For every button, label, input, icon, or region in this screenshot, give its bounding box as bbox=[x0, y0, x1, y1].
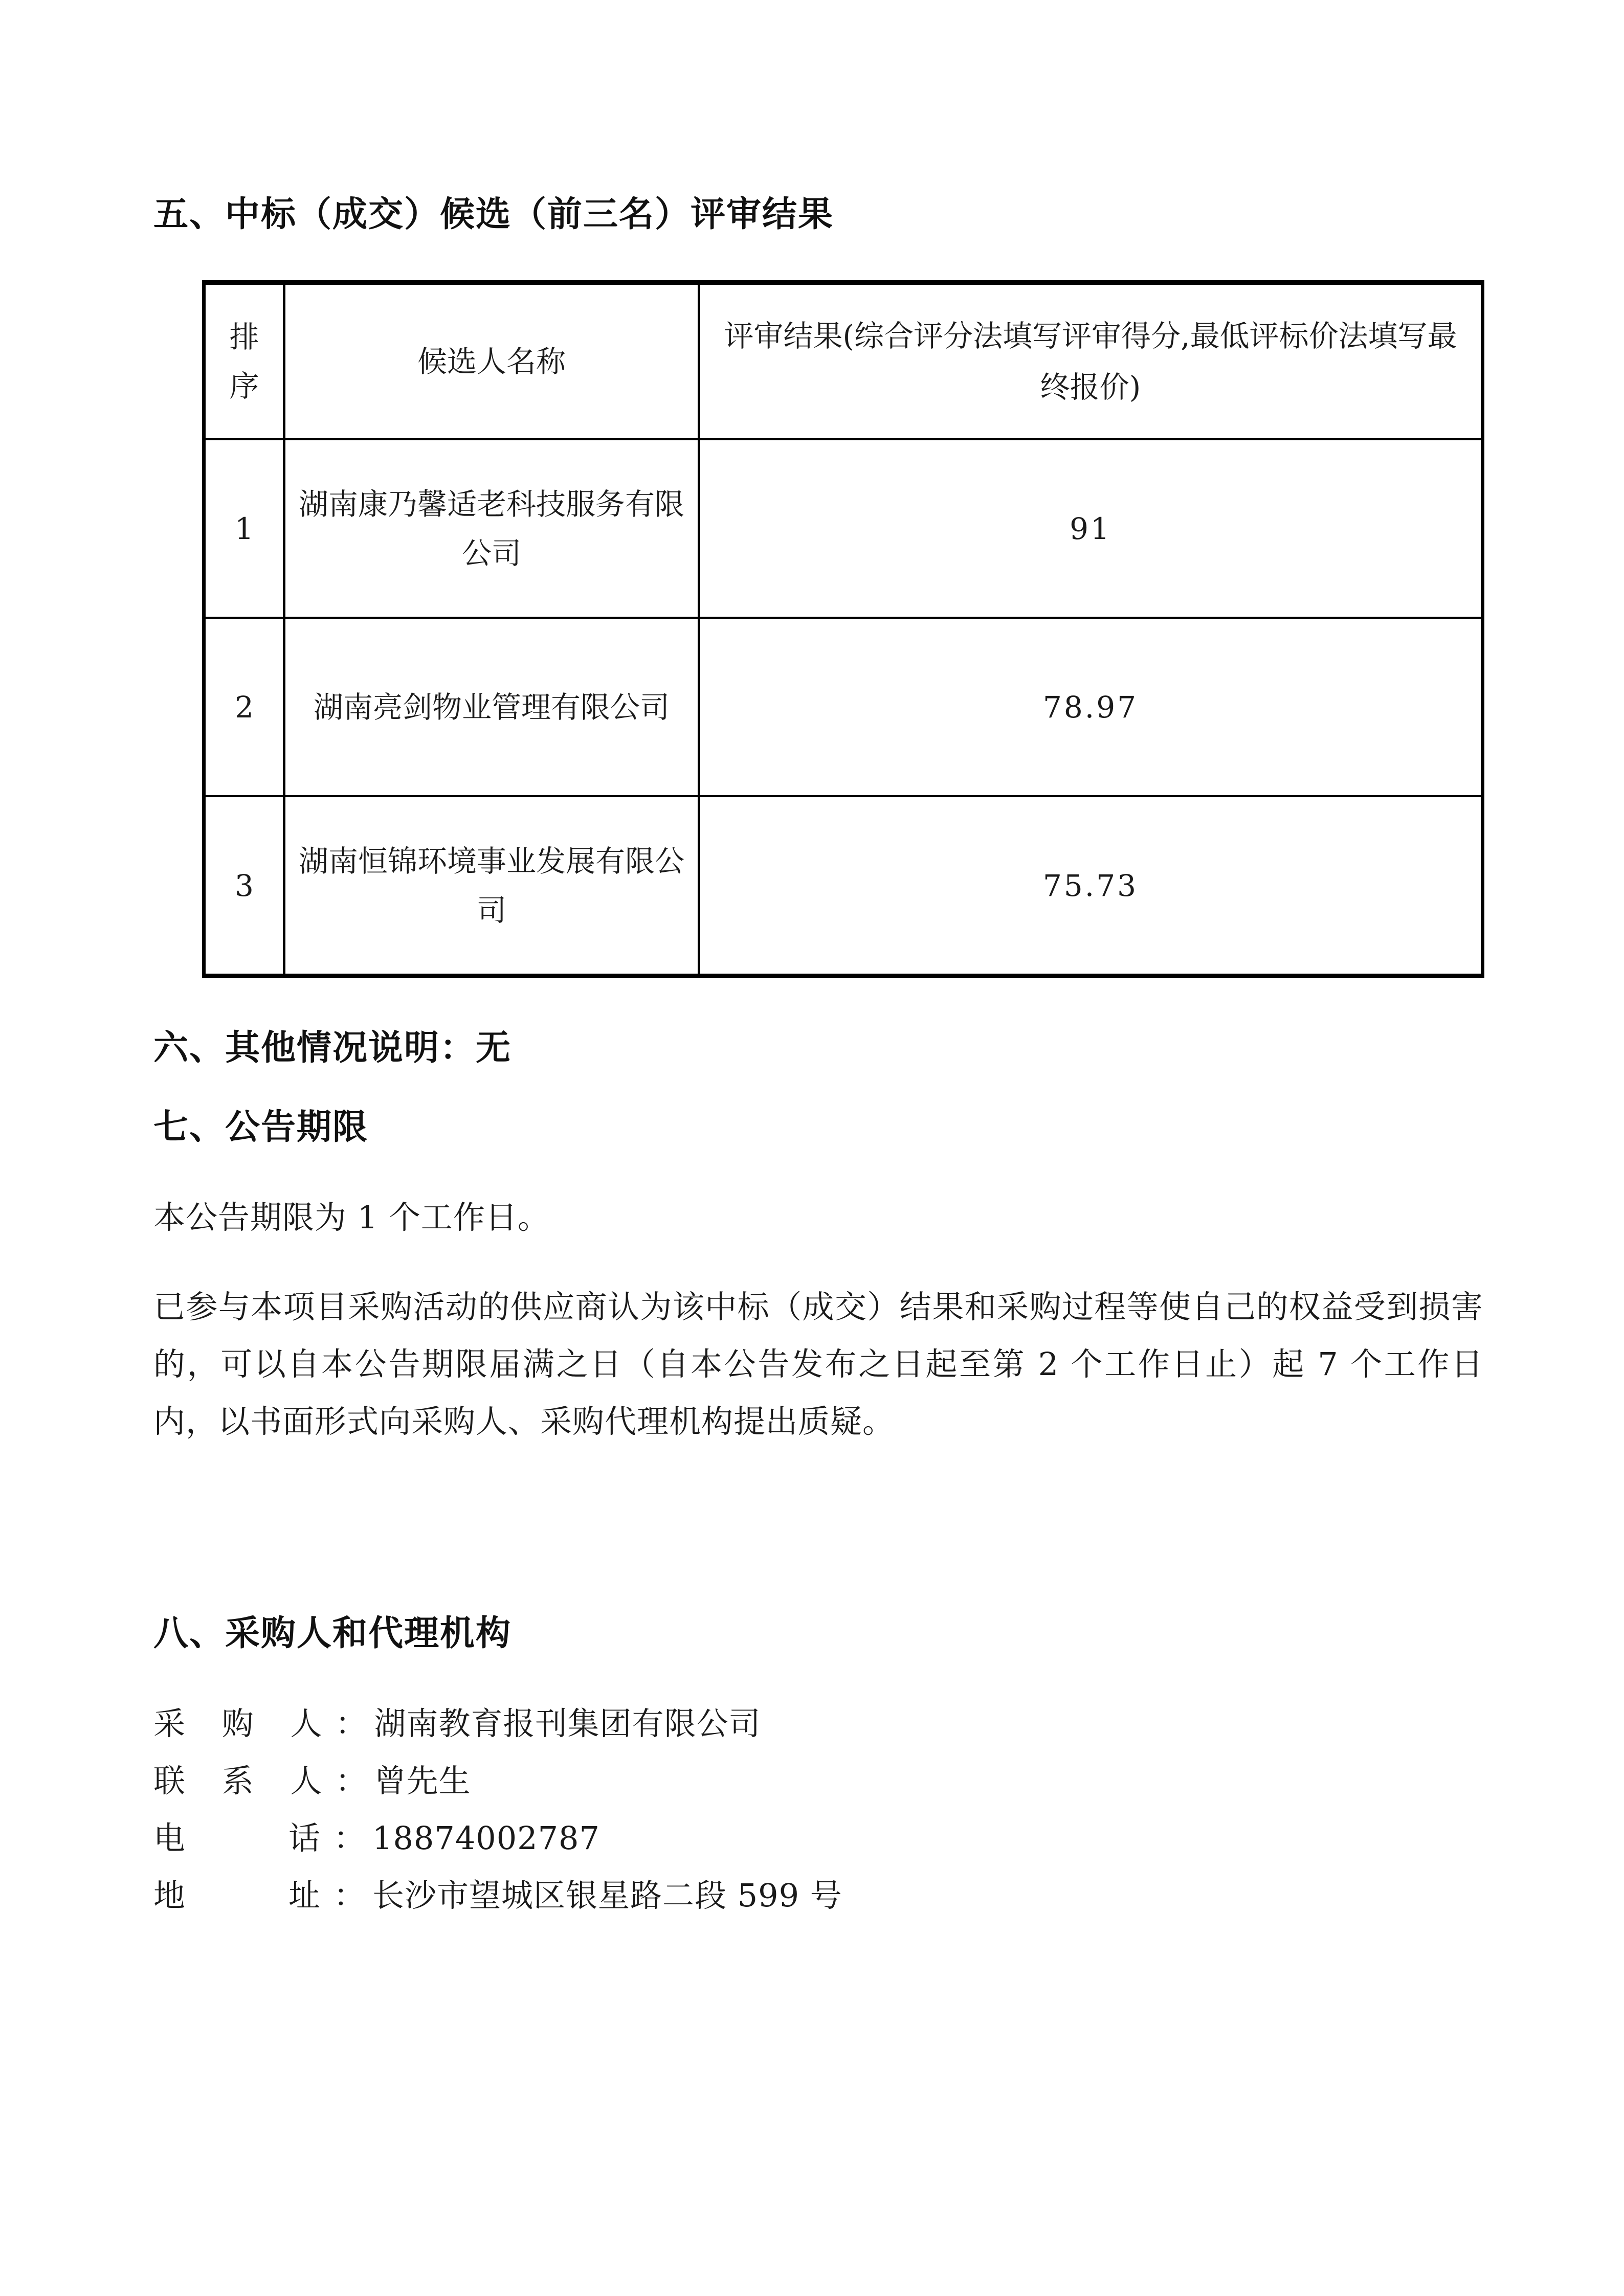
contact-label-purchaser: 采 购 人 bbox=[153, 1705, 336, 1742]
column-header-candidate-name: 候选人名称 bbox=[284, 283, 699, 440]
contact-label-address: 地 址 bbox=[153, 1877, 334, 1914]
evaluation-results-table bbox=[202, 280, 1484, 978]
section-heading-purchaser: 八、采购人和代理机构 bbox=[153, 1613, 512, 1654]
column-header-rank bbox=[204, 283, 284, 440]
contact-row-address bbox=[153, 1867, 1483, 1924]
contact-colon-address: ： bbox=[333, 1877, 366, 1914]
cell-rank: 2 bbox=[204, 618, 284, 796]
notice-period-paragraph-1: 本公告期限为 1 个工作日。 bbox=[153, 1199, 550, 1236]
cell-score: 78.97 bbox=[699, 618, 1483, 796]
section-heading-results: 五、中标（成交）候选（前三名）评审结果 bbox=[153, 194, 834, 235]
contact-colon-phone: ： bbox=[333, 1819, 366, 1857]
column-header-rank-line2: 序 bbox=[229, 369, 259, 403]
cell-rank: 1 bbox=[204, 439, 284, 618]
contact-value-address: 长沙市望城区银星路二段 599 号 bbox=[372, 1877, 842, 1914]
section-heading-notice-period: 七、公告期限 bbox=[153, 1107, 369, 1147]
cell-candidate-name: 湖南亮剑物业管理有限公司 bbox=[284, 618, 699, 796]
column-header-rank-line1: 排 bbox=[229, 320, 259, 354]
contact-info-block bbox=[153, 1695, 1483, 1924]
cell-candidate-name: 湖南恒锦环境事业发展有限公司 bbox=[284, 796, 699, 976]
table-row bbox=[204, 439, 1483, 618]
contact-row-phone bbox=[153, 1810, 1483, 1867]
table-row bbox=[204, 796, 1483, 976]
cell-rank: 3 bbox=[204, 796, 284, 976]
contact-label-person: 联 系 人 bbox=[153, 1762, 336, 1799]
contact-colon-person: ： bbox=[335, 1762, 367, 1799]
contact-value-purchaser: 湖南教育报刊集团有限公司 bbox=[374, 1705, 761, 1742]
table-row bbox=[204, 618, 1483, 796]
cell-candidate-name: 湖南康乃馨适老科技服务有限公司 bbox=[284, 439, 699, 618]
contact-colon-purchaser: ： bbox=[335, 1705, 367, 1742]
contact-value-phone: 18874002787 bbox=[372, 1819, 600, 1857]
notice-period-paragraph-2: 已参与本项目采购活动的供应商认为该中标（成交）结果和采购过程等使自己的权益受到损害的，可以自本公告期限届满之日（自本公告发布之日起至第 2 个工作日止）起 7 个工作日内，以书面形式向采购人、采购代理机构提出质疑。 bbox=[153, 1288, 1483, 1440]
cell-score: 91 bbox=[699, 439, 1483, 618]
table-header-row bbox=[204, 283, 1483, 440]
section-heading-other-info: 六、其他情况说明：无 bbox=[153, 1027, 512, 1068]
cell-score: 75.73 bbox=[1042, 868, 1139, 903]
contact-label-phone: 电 话 bbox=[153, 1819, 334, 1857]
results-table-container bbox=[202, 280, 1481, 978]
contact-value-person: 曾先生 bbox=[374, 1762, 471, 1799]
contact-row-purchaser bbox=[153, 1695, 1483, 1752]
column-header-evaluation-result: 评审结果(综合评分法填写评审得分,最低评标价法填写最终报价) bbox=[699, 283, 1483, 440]
contact-row-person bbox=[153, 1752, 1483, 1810]
